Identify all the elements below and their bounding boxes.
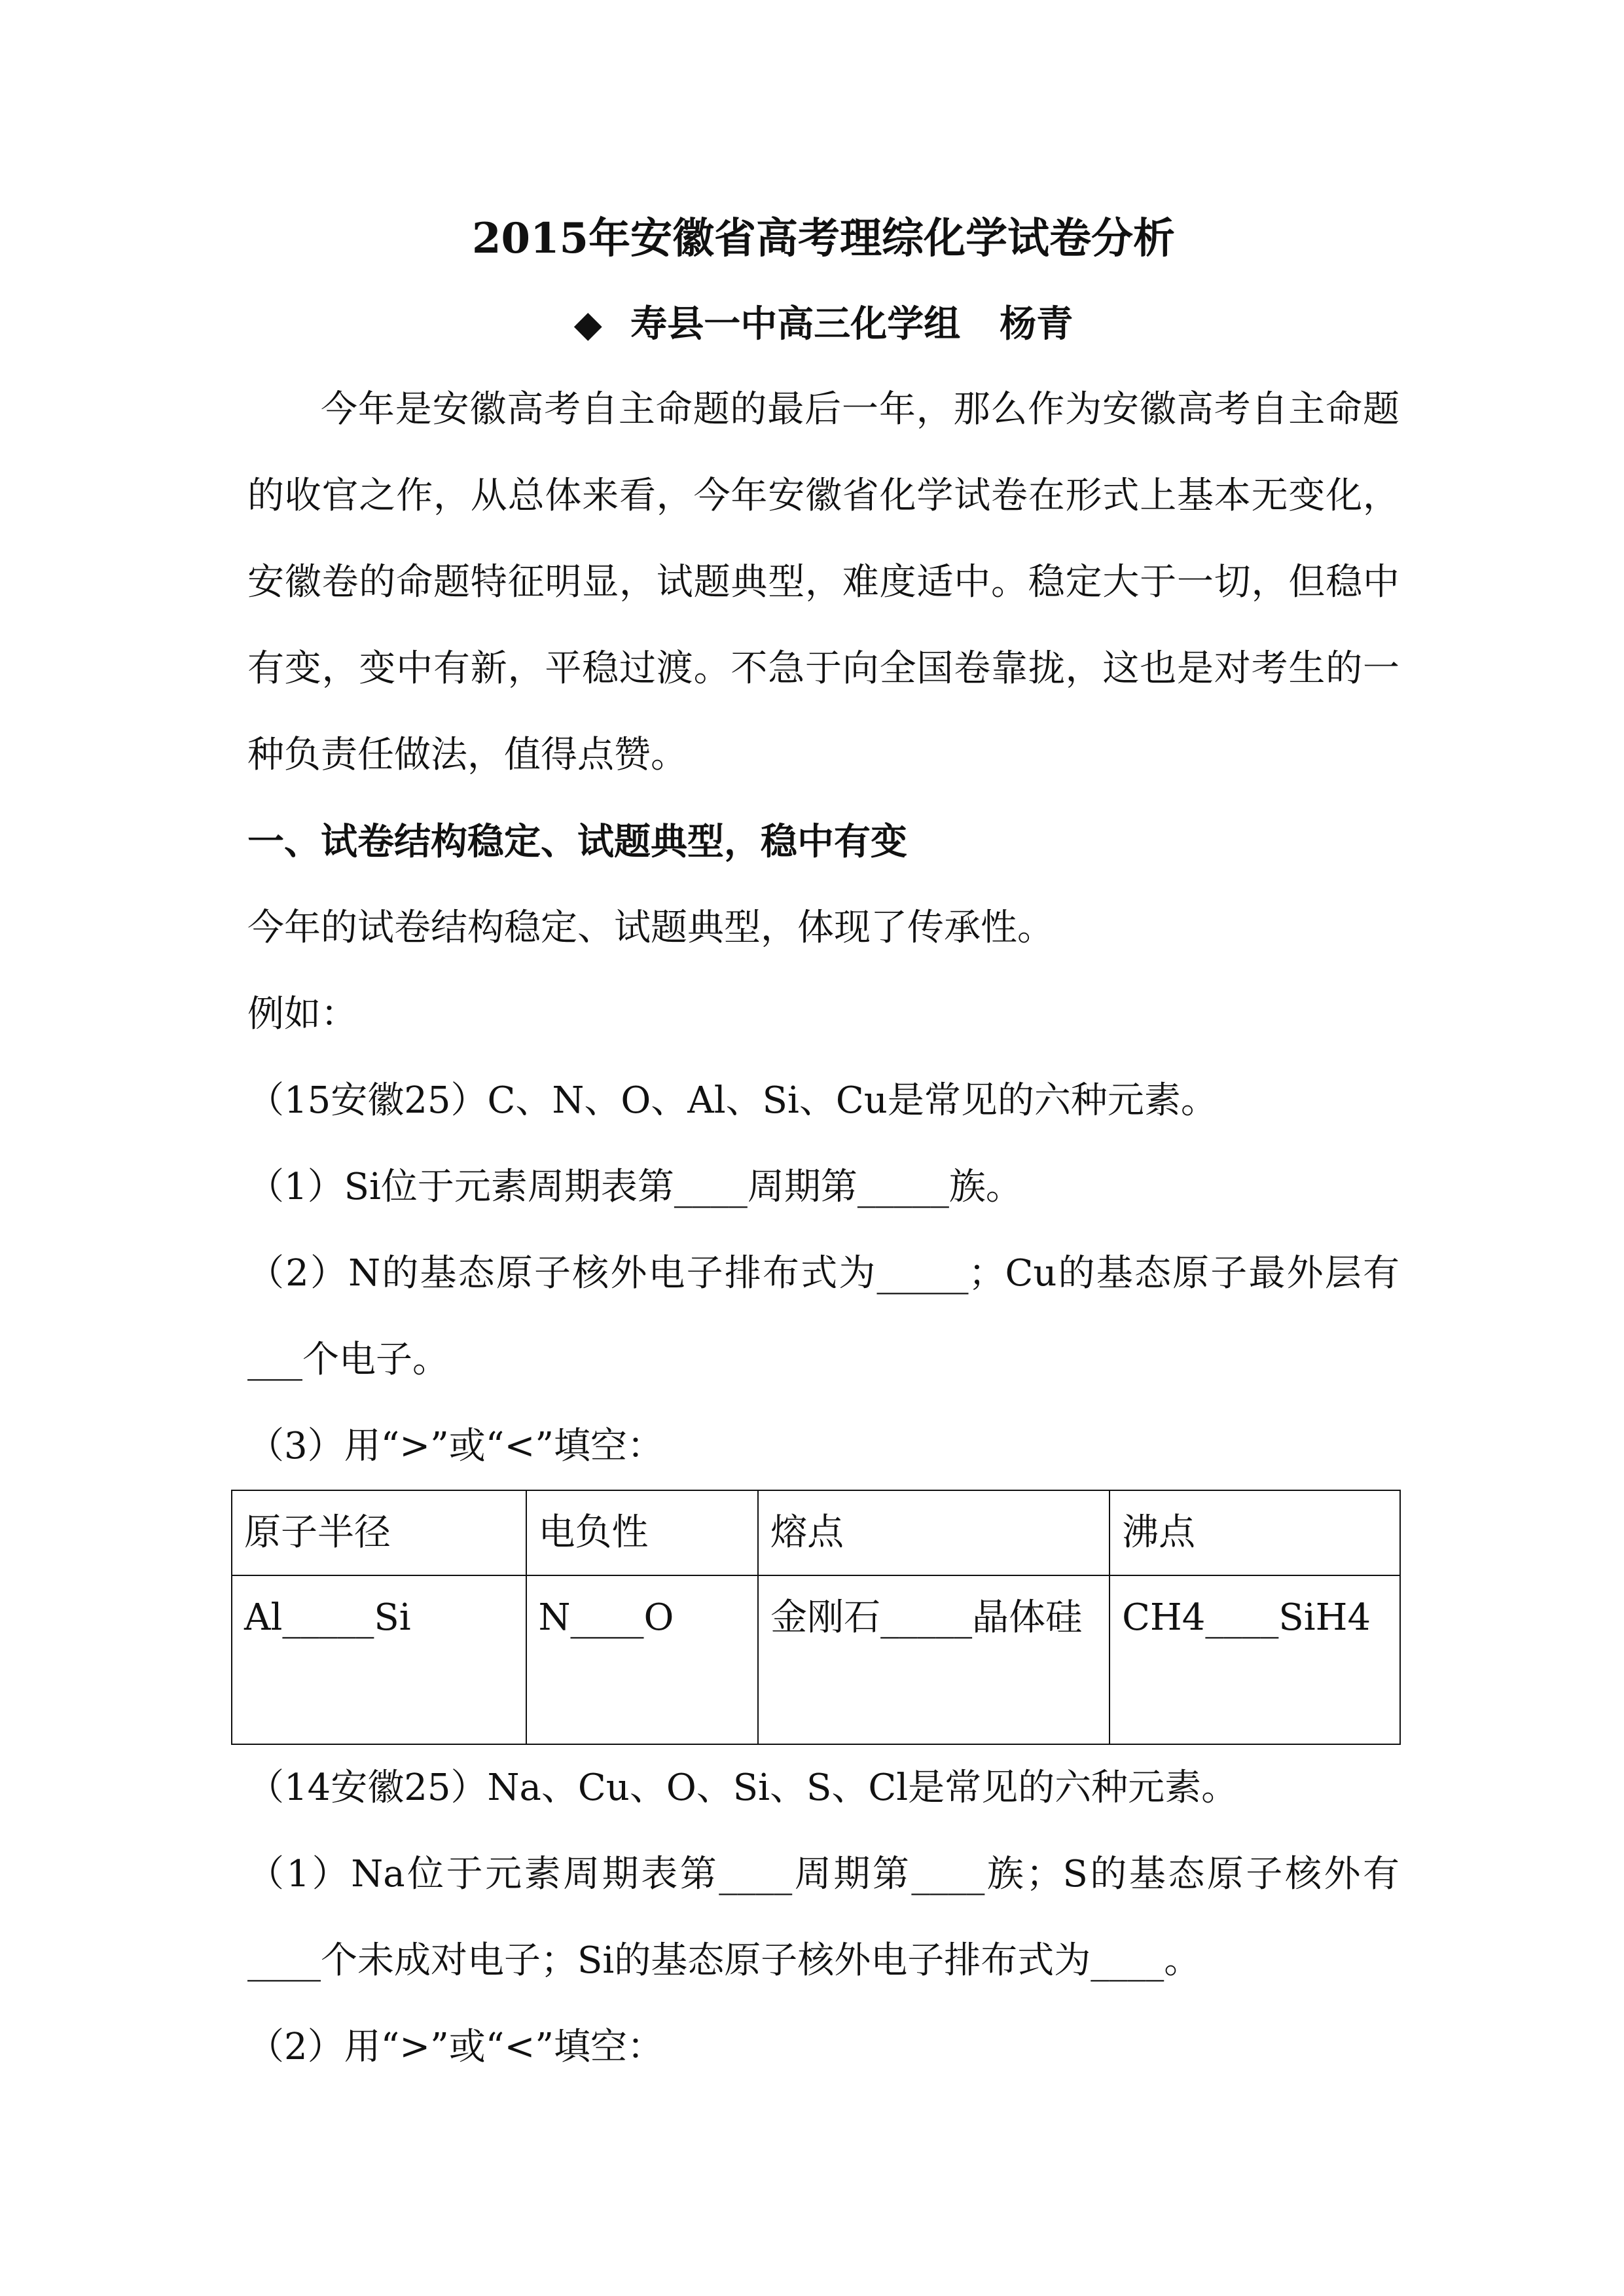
table-cell: CH4____SiH4 [1110,1575,1400,1744]
question-2014-stem: （14安徽25）Na、Cu、O、Si、S、Cl是常见的六种元素。 [247,1767,1238,1809]
question-2014-part-2: （2）用“>”或“<”填空： [247,2026,664,2068]
author-org: 寿县一中高三化学组 [630,302,961,346]
comparison-table [231,1490,1401,1745]
document-title: 2015年安徽省高考理综化学试卷分析 [471,214,1176,263]
table-header-cell: 沸点 [1110,1490,1400,1575]
example-label: 例如： [247,993,357,1035]
table-cell: Al_____Si [232,1575,526,1744]
question-2015-part-3: （3）用“>”或“<”填空： [247,1425,664,1467]
author-name: 杨青 [1000,302,1074,346]
table-cell: N____O [526,1575,759,1744]
question-2015-part-2: （2）N的基态原子核外电子排布式为_____；Cu的基态原子最外层有___个电子。 [247,1252,1399,1381]
document-page [244,196,1399,2090]
table-header-cell: 熔点 [758,1490,1110,1575]
table-header-row [232,1490,1400,1575]
section-heading-1: 一、试卷结构稳定、试题典型，稳中有变 [247,820,907,863]
diamond-bullet-icon: ◆ [573,302,602,346]
table-header-cell: 电负性 [526,1490,759,1575]
table-row [232,1575,1400,1744]
author-line [247,281,1399,367]
question-2014-part-1: （1）Na位于元素周期表第____周期第____族；S的基态原子核外有____个未成对电子；Si的基态原子核外电子排布式为____。 [247,1853,1399,1982]
question-2015-stem: （15安徽25）C、N、O、Al、Si、Cu是常见的六种元素。 [247,1079,1218,1122]
question-2015-part-1: （1）Si位于元素周期表第____周期第_____族。 [247,1166,1022,1208]
table-header-cell: 原子半径 [232,1490,526,1575]
intro-paragraph: 今年是安徽高考自主命题的最后一年，那么作为安徽高考自主命题的收官之作，从总体来看，今年安徽省化学试卷在形式上基本无变化，安徽卷的命题特征明显，试题典型，难度适中。稳定大于一切，但稳中有变，变中有新，平稳过渡。不急于向全国卷靠拢，这也是对考生的一种负责任做法，值得点赞。 [247,388,1399,776]
section-summary: 今年的试卷结构稳定、试题典型，体现了传承性。 [247,906,1054,949]
table-cell: 金刚石_____晶体硅 [758,1575,1110,1744]
